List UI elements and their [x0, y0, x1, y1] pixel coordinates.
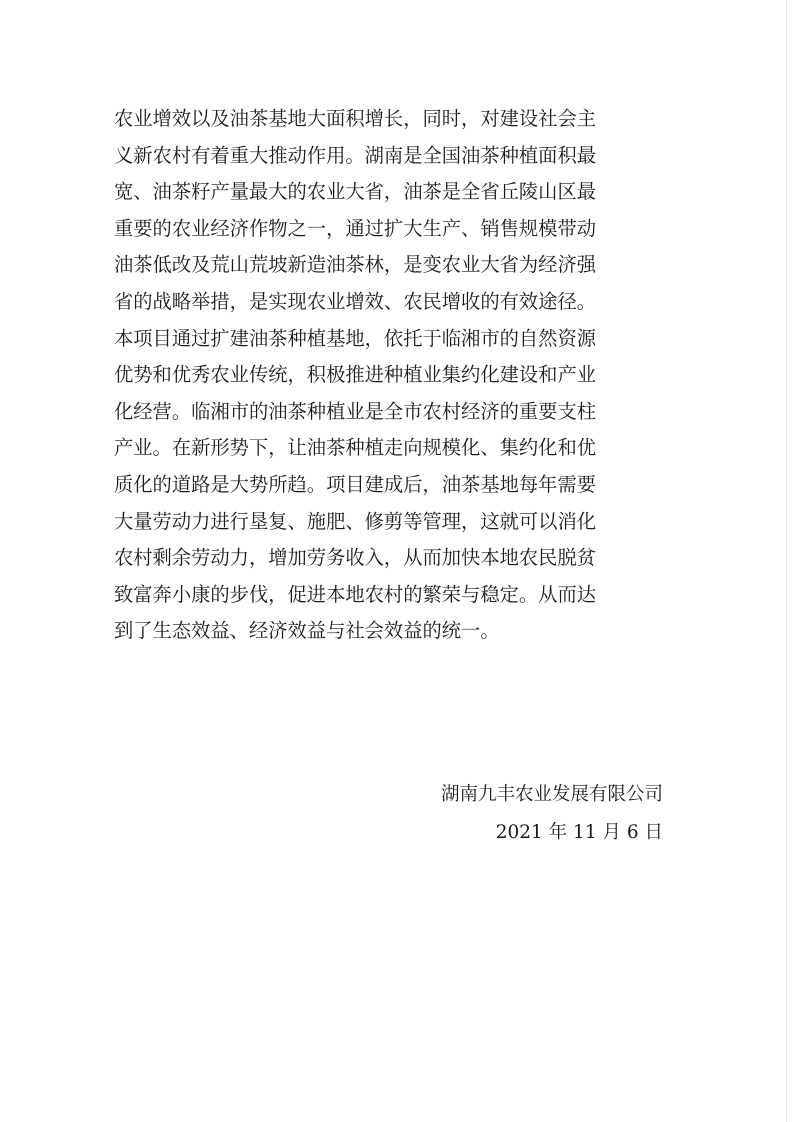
- body-line: 优势和优秀农业传统，积极推进种植业集约化建设和产业: [114, 363, 597, 387]
- page-edge-line: [786, 0, 787, 1122]
- body-line: 大量劳动力进行垦复、施肥、修剪等管理，这就可以消化: [114, 509, 597, 533]
- body-line: 油茶低改及荒山荒坡新造油茶林，是变农业大省为经济强: [114, 253, 597, 277]
- body-line: 省的战略举措，是实现农业增效、农民增收的有效途径。: [114, 289, 597, 313]
- signature-date: 2021 年 11 月 6 日: [495, 822, 663, 843]
- body-line: 本项目通过扩建油茶种植基地，依托于临湘市的自然资源: [114, 326, 597, 350]
- body-line: 产业。在新形势下，让油茶种植走向规模化、集约化和优: [114, 436, 597, 460]
- document-body: [114, 101, 694, 650]
- body-line: 致富奔小康的步伐，促进本地农村的繁荣与稳定。从而达: [114, 582, 597, 606]
- body-line: 重要的农业经济作物之一，通过扩大生产、销售规模带动: [114, 216, 597, 240]
- body-line: 宽、油茶籽产量最大的农业大省，油茶是全省丘陵山区最: [114, 180, 597, 204]
- body-line: 农业增效以及油茶基地大面积增长，同时，对建设社会主: [114, 107, 597, 130]
- signature-company: 湖南九丰农业发展有限公司: [440, 784, 663, 805]
- body-line: 农村剩余劳动力，增加劳务收入，从而加快本地农民脱贫: [114, 546, 597, 570]
- signature-block: [420, 780, 680, 848]
- body-line: 义新农村有着重大推动作用。湖南是全国油茶种植面积最: [114, 143, 597, 167]
- body-line: 化经营。临湘市的油茶种植业是全市农村经济的重要支柱: [114, 399, 597, 423]
- body-line: 质化的道路是大势所趋。项目建成后，油茶基地每年需要: [114, 472, 597, 496]
- body-line: 到了生态效益、经济效益与社会效益的统一。: [114, 619, 500, 643]
